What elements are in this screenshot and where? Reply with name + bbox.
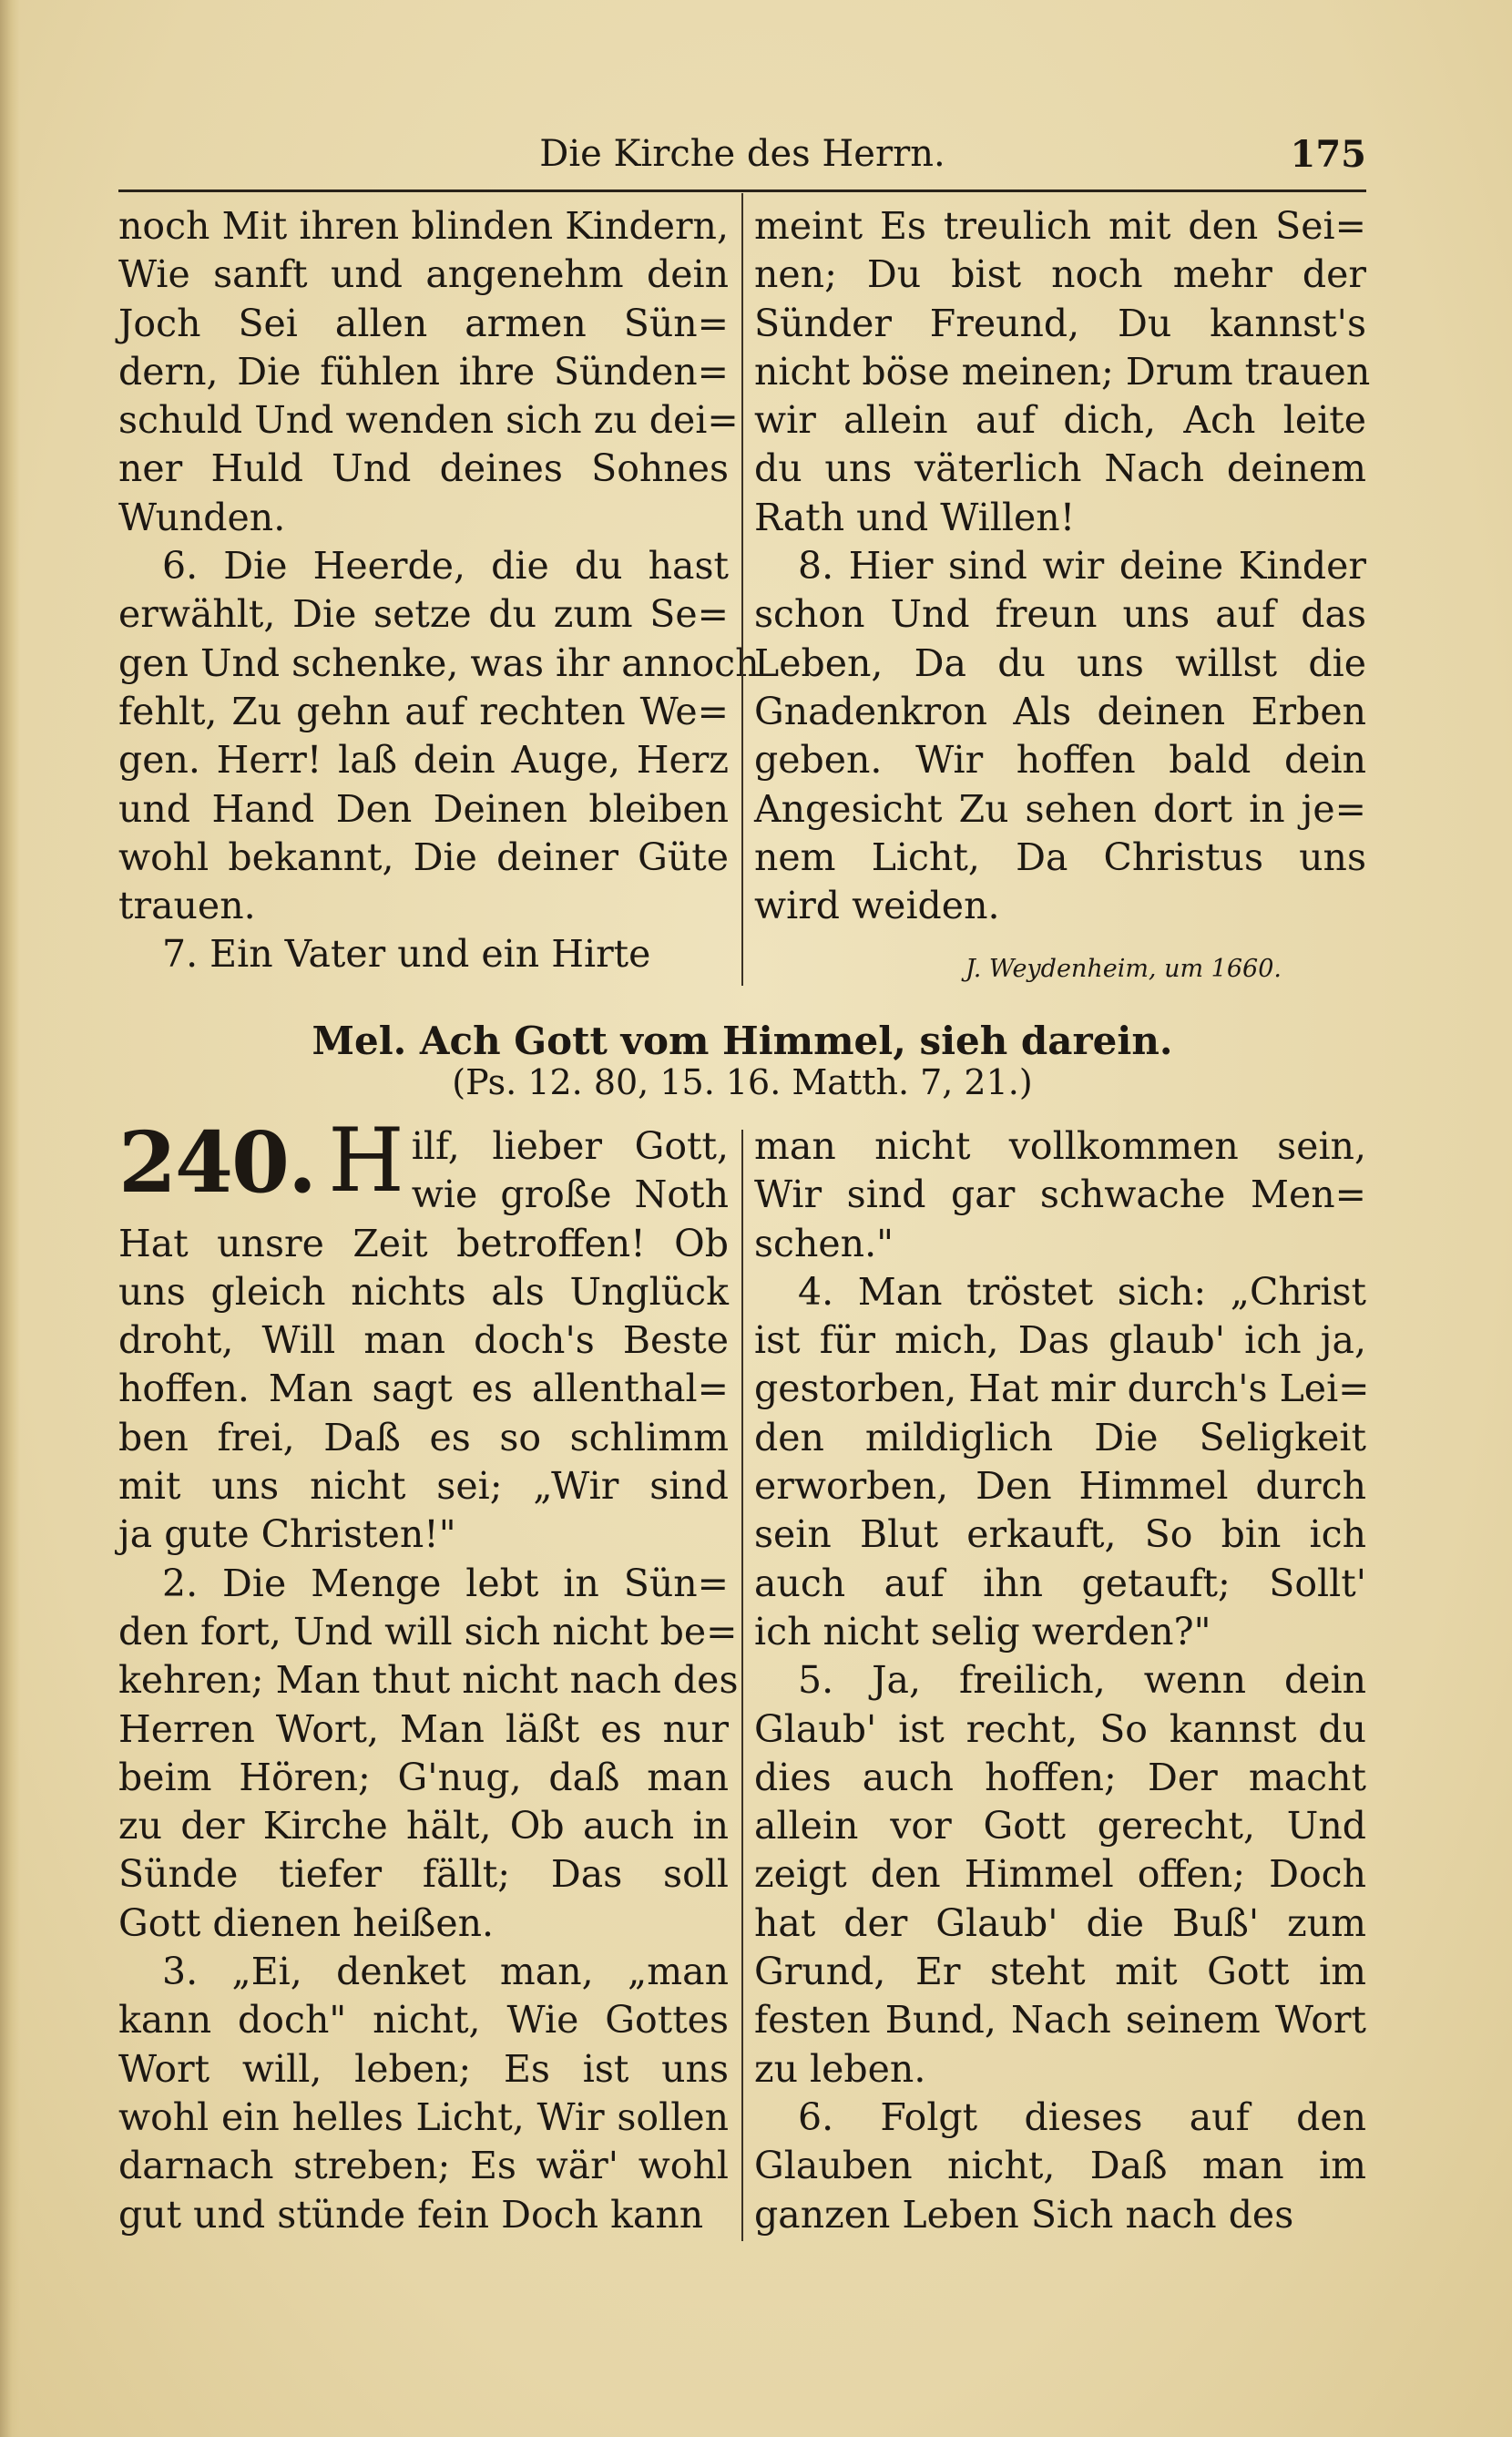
text-line: ben frei, Daß es so schlimm	[118, 1415, 729, 1459]
text-line: uns gleich nichts als Unglück	[118, 1269, 729, 1314]
text-line: Wunden.	[118, 495, 286, 539]
text-line: wir allein auf dich, Ach leite	[754, 398, 1366, 443]
text-line: kann doch" nicht, Wie Gottes	[118, 1998, 729, 2043]
column-divider	[741, 193, 743, 986]
text-line: Glauben nicht, Daß man im	[754, 2144, 1366, 2188]
text-line: mit uns nicht sei; „Wir sind	[118, 1464, 729, 1509]
text-line: fehlt, Zu gehn auf rechten We=	[118, 689, 729, 733]
text-line: trauen.	[118, 884, 256, 928]
text-line: ganzen Leben Sich nach des	[754, 2192, 1294, 2237]
text-line: Wie sanft und angenehm dein	[118, 252, 729, 297]
text-line: schon Und freun uns auf das	[754, 592, 1366, 637]
text-line: auch auf ihn getauft; Sollt'	[754, 1561, 1366, 1605]
text-line: hoffen. Man sagt es allenthal=	[118, 1367, 729, 1411]
text-line: zu leben.	[754, 2046, 926, 2091]
text-line: erworben, Den Himmel durch	[754, 1464, 1366, 1509]
text-line: und Hand Den Deinen bleiben	[118, 786, 729, 831]
text-line: den fort, Und will sich nicht be=	[118, 1609, 738, 1654]
hymn-opening	[118, 1122, 729, 1220]
text-line: nicht böse meinen; Drum trauen	[754, 349, 1371, 394]
text-line: Glaub' ist recht, So kannst du	[754, 1706, 1366, 1751]
text-line: Gott dienen heißen.	[118, 1900, 495, 1945]
hymn-author: J. Weydenheim, um 1660.	[965, 955, 1282, 983]
melody-line: Mel. Ach Gott vom Himmel, sieh darein.	[312, 1019, 1173, 1063]
text-line: zeigt den Himmel offen; Doch	[754, 1852, 1366, 1897]
text-line: du uns väterlich Nach deinem	[754, 446, 1366, 491]
section2-right-column	[754, 1122, 1370, 2239]
text-line: droht, Will man doch's Beste	[118, 1318, 729, 1363]
text-line: wohl ein helles Licht, Wir sollen	[118, 2094, 729, 2139]
text-line: hat der Glaub' die Buß' zum	[754, 1900, 1366, 1945]
text-line: Herren Wort, Man läßt es nur	[118, 1706, 729, 1751]
text-line: meint Es treulich mit den Sei=	[754, 204, 1366, 248]
text-line: ich nicht selig werden?"	[754, 1609, 1211, 1654]
text-line: 7. Ein Vater und ein Hirte	[162, 932, 651, 977]
text-line: Wort will, leben; Es ist uns	[118, 2046, 729, 2091]
text-line: geben. Wir hoffen bald dein	[754, 738, 1366, 783]
page-binding-edge	[0, 0, 20, 2437]
text-line: gen. Herr! laß dein Auge, Herz	[118, 738, 729, 783]
text-line: man nicht vollkommen sein,	[754, 1124, 1366, 1168]
text-line: nem Licht, Da Christus uns	[754, 835, 1366, 879]
text-line: erwählt, Die setze du zum Se=	[118, 592, 729, 637]
text-line: kehren; Man thut nicht nach des	[118, 1658, 739, 1703]
text-line: Gnadenkron Als deinen Erben	[754, 689, 1366, 733]
text-line: dies auch hoffen; Der macht	[754, 1755, 1366, 1799]
text-line: darnach streben; Es wär' wohl	[118, 2144, 729, 2188]
text-line: dern, Die fühlen ihre Sünden=	[118, 349, 729, 394]
text-line: wie große Noth	[411, 1172, 729, 1217]
section1-right-column	[754, 202, 1371, 930]
page-number: 175	[1290, 133, 1366, 176]
text-line: 2. Die Menge lebt in Sün=	[162, 1561, 729, 1605]
text-line: 5. Ja, freilich, wenn dein	[798, 1658, 1366, 1703]
section2-left-column	[118, 1122, 739, 2239]
text-line: Angesicht Zu sehen dort in je=	[754, 786, 1366, 831]
running-title: Die Kirche des Herrn.	[539, 133, 945, 175]
text-line: Grund, Er steht mit Gott im	[754, 1950, 1366, 1994]
section1-left-column	[118, 202, 760, 979]
text-line: 4. Man tröstet sich: „Christ	[798, 1269, 1366, 1314]
text-line: 3. „Ei, denket man, „man	[162, 1950, 729, 1994]
running-header	[118, 128, 1366, 182]
text-line: festen Bund, Nach seinem Wort	[754, 1998, 1366, 2043]
drop-capital: H	[328, 1122, 404, 1212]
text-line: Wir sind gar schwache Men=	[754, 1172, 1366, 1217]
text-line: gen Und schenke, was ihr annoch	[118, 640, 760, 685]
text-line: wohl bekannt, Die deiner Güte	[118, 835, 729, 879]
text-line: zu der Kirche hält, Ob auch in	[118, 1804, 729, 1848]
scripture-references: (Ps. 12. 80, 15. 16. Matth. 7, 21.)	[452, 1062, 1033, 1102]
text-line: wird weiden.	[754, 884, 1000, 928]
text-line: gut und stünde fein Doch kann	[118, 2192, 704, 2237]
text-line: ist für mich, Das glaub' ich ja,	[754, 1318, 1366, 1363]
text-line: allein vor Gott gerecht, Und	[754, 1804, 1366, 1848]
text-line: gestorben, Hat mir durch's Lei=	[754, 1367, 1370, 1411]
text-line: schuld Und wenden sich zu dei=	[118, 398, 739, 443]
text-line: ja gute Christen!"	[118, 1512, 456, 1557]
text-line: 6. Folgt dieses auf den	[798, 2094, 1366, 2139]
text-line: sein Blut erkauft, So bin ich	[754, 1512, 1366, 1557]
text-line: ner Huld Und deines Sohnes	[118, 446, 729, 491]
text-line: den mildiglich Die Seligkeit	[754, 1415, 1366, 1459]
text-line: Leben, Da du uns willst die	[754, 640, 1366, 685]
text-line: nen; Du bist noch mehr der	[754, 252, 1366, 297]
text-line: 8. Hier sind wir deine Kinder	[798, 544, 1366, 589]
text-line: Rath und Willen!	[754, 495, 1076, 539]
text-line: Joch Sei allen armen Sün=	[118, 301, 729, 345]
text-line: Sünde tiefer fällt; Das soll	[118, 1852, 729, 1897]
text-line: noch Mit ihren blinden Kindern,	[118, 204, 729, 248]
text-line: beim Hören; G'nug, daß man	[118, 1755, 729, 1799]
section2-left-lines	[118, 1220, 739, 2239]
text-line: Hat unsre Zeit betroffen! Ob	[118, 1221, 729, 1265]
column-divider	[741, 1130, 743, 2241]
text-line: Sünder Freund, Du kannst's	[754, 301, 1366, 345]
hymn-number: 240.	[118, 1122, 316, 1212]
text-line: schen."	[754, 1221, 894, 1265]
header-rule	[118, 189, 1366, 192]
text-line: ilf, lieber Gott,	[411, 1124, 729, 1168]
text-line: 6. Die Heerde, die du hast	[162, 544, 729, 589]
